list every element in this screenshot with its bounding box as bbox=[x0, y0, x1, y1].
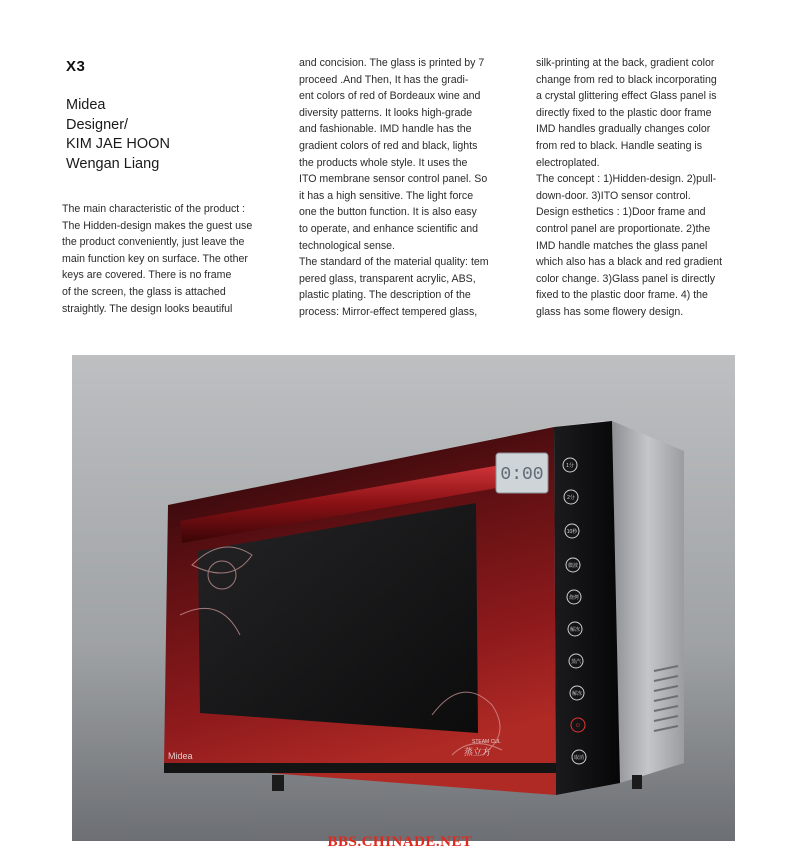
panel-button-label: 烧烤 bbox=[568, 595, 580, 601]
text-line: silk-printing at the back, gradient color bbox=[536, 57, 715, 69]
text-line: The standard of the material quality: tem bbox=[299, 256, 489, 269]
oven-base bbox=[164, 763, 556, 773]
text-line: fixed to the plastic door frame. 4) the bbox=[536, 289, 708, 302]
text-line: color change. 3)Glass panel is directly bbox=[536, 272, 716, 285]
text-column-2 bbox=[299, 55, 489, 321]
text-line: IMD handles gradually changes color bbox=[536, 123, 711, 136]
text-line: ITO membrane sensor control panel. So bbox=[299, 173, 488, 186]
text-line: straightly. The design looks beautiful bbox=[62, 302, 233, 315]
text-column-1 bbox=[62, 201, 252, 317]
text-line: keys are covered. There is no frame bbox=[62, 269, 232, 282]
text-line: electroplated. bbox=[536, 156, 600, 169]
panel-button-label: 取消 bbox=[573, 755, 585, 761]
credit-role: Designer/ bbox=[66, 116, 129, 133]
oven-side bbox=[612, 421, 684, 783]
text-line: it has a high sensitive. The light force bbox=[299, 189, 474, 202]
text-line: which also has a black and red gradient bbox=[536, 256, 723, 269]
text-line: The concept : 1)Hidden-design. 2)pull- bbox=[536, 173, 717, 186]
text-line: plastic plating. The description of the bbox=[299, 289, 471, 302]
panel-button-label: 10秒 bbox=[566, 529, 578, 535]
text-line: directly fixed to the plastic door frame bbox=[536, 106, 712, 119]
text-line: from red to black. Handle seating is bbox=[536, 139, 703, 152]
text-line: the product conveniently, just leave the bbox=[62, 236, 245, 249]
watermark: BBS.CHINADE.NET bbox=[327, 834, 473, 850]
product-photo bbox=[72, 355, 735, 841]
text-line: the products whole style. It uses the bbox=[299, 156, 468, 169]
credit-designer-2: Wengan Liang bbox=[66, 155, 160, 172]
text-column-3 bbox=[536, 55, 722, 321]
text-line: to operate, and enhance scientific and bbox=[299, 222, 479, 235]
panel-button-label: 解冻 bbox=[571, 691, 583, 697]
text-line: pered glass, transparent acrylic, ABS, bbox=[299, 272, 476, 285]
product-credits bbox=[66, 96, 170, 174]
product-code: X3 bbox=[66, 58, 86, 75]
panel-button-label: 蒸汽 bbox=[570, 659, 582, 665]
text-line: and fashionable. IMD handle has the bbox=[299, 123, 472, 136]
panel-button-label: 微波 bbox=[567, 563, 579, 569]
control-panel bbox=[554, 421, 620, 795]
text-line: glass has some flowery design. bbox=[536, 305, 684, 318]
panel-button-label: 1分 bbox=[566, 463, 574, 469]
panel-button-label: 解冻 bbox=[569, 627, 581, 633]
steam-logo-text: STEAM CUL bbox=[472, 739, 501, 745]
text-line: and concision. The glass is printed by 7 bbox=[299, 57, 485, 69]
panel-button-label: ⏻ bbox=[576, 723, 580, 729]
credit-brand: Midea bbox=[66, 97, 106, 113]
text-line: main function key on surface. The other bbox=[62, 252, 248, 265]
text-line: gradient colors of red and black, lights bbox=[299, 139, 478, 152]
text-line: The main characteristic of the product : bbox=[62, 203, 246, 215]
text-line: change from red to black incorporating bbox=[536, 73, 717, 86]
oven-foot bbox=[632, 775, 642, 789]
text-line: Design esthetics : 1)Door frame and bbox=[536, 206, 706, 219]
text-line: process: Mirror-effect tempered glass, bbox=[299, 305, 478, 318]
text-line: proceed .And Then, It has the gradi- bbox=[299, 73, 469, 86]
text-line: ent colors of red of Bordeaux wine and bbox=[299, 90, 481, 103]
text-line: of the screen, the glass is attached bbox=[62, 285, 226, 298]
steam-logo-chinese: 蒸立方 bbox=[464, 748, 492, 758]
brand-logo: Midea bbox=[168, 751, 193, 761]
panel-button-label: 2分 bbox=[567, 495, 575, 501]
text-line: IMD handle matches the glass panel bbox=[536, 239, 708, 252]
credit-designer-1: KIM JAE HOON bbox=[66, 136, 170, 152]
text-line: diversity patterns. It looks high-grade bbox=[299, 106, 473, 119]
display-time: 0:00 bbox=[500, 465, 544, 485]
oven-foot bbox=[272, 775, 284, 791]
text-line: down-door. 3)ITO sensor control. bbox=[536, 189, 691, 202]
text-line: a crystal glittering effect Glass panel is bbox=[536, 90, 717, 103]
text-line: The Hidden-design makes the guest use bbox=[62, 219, 253, 232]
text-line: one the button function. It is also easy bbox=[299, 206, 477, 219]
text-line: technological sense. bbox=[299, 239, 395, 252]
text-line: control panel are proportionate. 2)the bbox=[536, 222, 711, 235]
